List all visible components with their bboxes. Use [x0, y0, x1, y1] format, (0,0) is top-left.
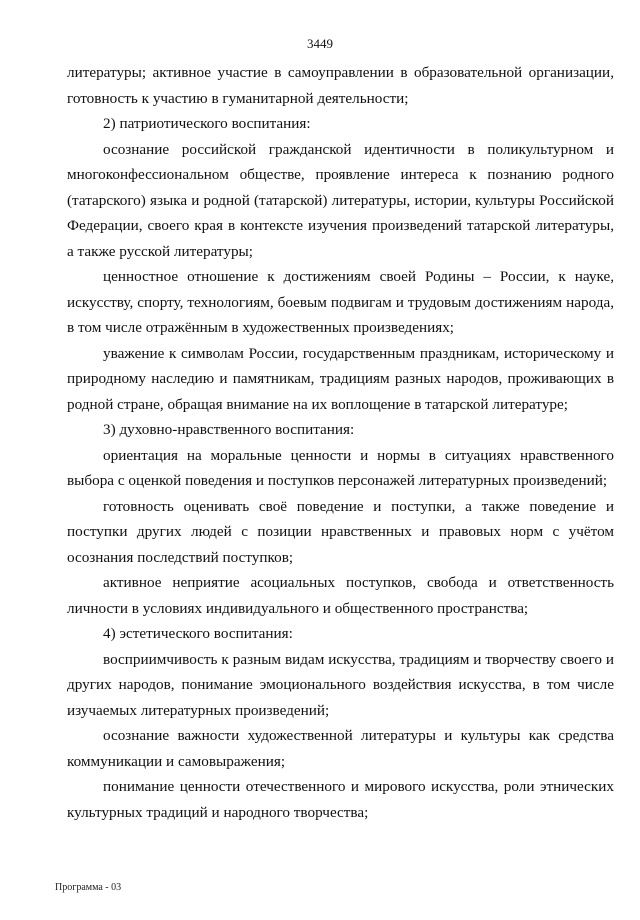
paragraph: понимание ценности отечественного и мирового искусства, роли этнических культурных традиций и народного творчества; [67, 778, 614, 821]
document-body [67, 60, 614, 825]
paragraph: 3) духовно-нравственного воспитания: [103, 421, 355, 438]
paragraph: осознание важности художественной литературы и культуры как средства коммуникации и самовыражения; [67, 727, 614, 770]
paragraph: ориентация на моральные ценности и нормы в ситуациях нравственного выбора с оценкой поведения и поступков персонажей литературных произведений; [67, 446, 614, 489]
paragraph: литературы; активное участие в самоуправлении в образовательной организации, готовность к участию в гуманитарной деятельности; [67, 64, 614, 107]
paragraph: ценностное отношение к достижениям своей Родины – России, к науке, искусству, спорту, технологиям, боевым подвигам и трудовым достижениям народа, в том числе отражённым в художественных произведениях; [67, 268, 614, 336]
paragraph: восприимчивость к разным видам искусства, традициям и творчеству своего и других народов, понимание эмоционального воздействия искусства, в том числе изучаемых литературных произведений; [67, 650, 614, 719]
paragraph: уважение к символам России, государственным праздникам, историческому и природному наследию и памятникам, традициям разных народов, проживающих в родной стране, обращая внимание на их воплощение в татарской литературе; [67, 344, 614, 413]
footer-label: Программа - 03 [55, 882, 122, 893]
page-number: 3449 [307, 36, 333, 51]
paragraph: 4) эстетического воспитания: [103, 625, 293, 642]
paragraph: готовность оценивать своё поведение и поступки, а также поведение и поступки других людей с позиции нравственных и правовых норм с учётом осознания последствий поступков; [67, 497, 614, 566]
paragraph: осознание российской гражданской идентичности в поликультурном и многоконфессиональном обществе, проявление интереса к познанию родного (татарского) языка и родной (татарской) литературы, истории, культуры Российской Федерации, своего края в контексте изучения произведений татарской литературы, а также русской литературы; [67, 140, 614, 260]
paragraph: 2) патриотического воспитания: [103, 115, 311, 132]
paragraph: активное неприятие асоциальных поступков, свобода и ответственность личности в условиях индивидуального и общественного пространства; [67, 574, 614, 617]
